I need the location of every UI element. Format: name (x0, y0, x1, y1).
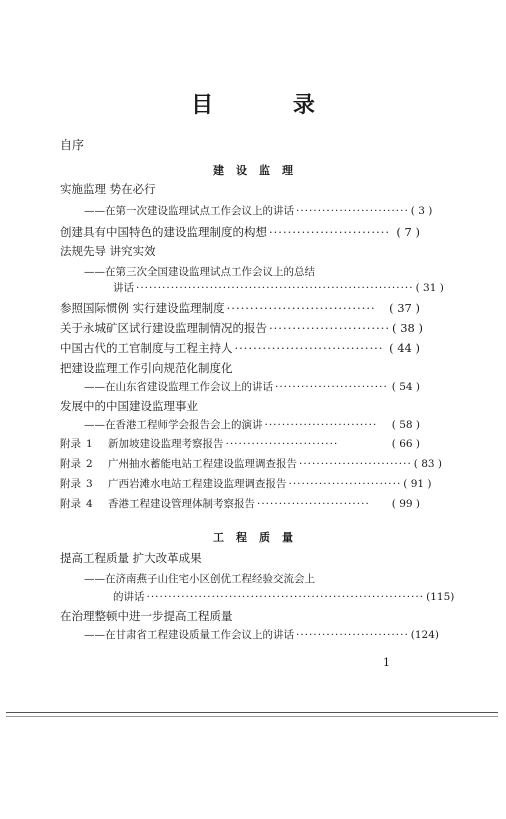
leader-dots: ·························· (299, 458, 412, 470)
toc-subtitle: ——在甘肃省工程建设质量工作会议上的讲话 (84, 629, 294, 641)
toc-entry (113, 590, 455, 604)
toc-subtitle-continued: 讲话 (113, 282, 134, 294)
toc-subtitle: ——在山东省建设监理工作会议上的讲话 (84, 381, 273, 393)
toc-page-number: ( 91 ) (403, 478, 432, 490)
appendix-title: 广西岩滩水电站工程建设监理调查报告 (108, 478, 287, 490)
leader-dots: ·························· (288, 478, 402, 490)
toc-entry (113, 281, 444, 295)
toc-page-number: ( 3 ) (410, 205, 433, 217)
toc-subtitle-continued: 的讲话 (113, 591, 145, 603)
toc-entry (60, 225, 420, 239)
toc-entry (60, 321, 423, 335)
toc-page-number: (124) (410, 629, 440, 641)
toc-appendix (60, 457, 443, 471)
toc-page-number: (115) (426, 591, 455, 603)
toc-page-number: ( 58 ) (391, 419, 420, 431)
leader-dots: ·························· (269, 225, 391, 239)
page-number: 1 (383, 656, 390, 669)
toc-entry (84, 628, 440, 642)
leader-dots: ·························· (257, 498, 370, 510)
toc-subtitle: ——在香港工程师学会报告会上的演讲 (84, 419, 263, 431)
toc-entry (60, 301, 420, 315)
leader-dots: ·························· (296, 629, 409, 641)
leader-dots: ·························· (264, 419, 378, 431)
toc-title: 关于永城矿区试行建设监理制情况的报告 (60, 321, 267, 335)
toc-page-number: ( 38 ) (392, 321, 423, 335)
toc-page-number: ( 99 ) (391, 498, 420, 510)
leader-dots: ································································ (146, 591, 425, 603)
leader-dots: ·························· (269, 321, 391, 335)
toc-entry (84, 380, 420, 394)
toc-page-number: ( 37 ) (389, 301, 420, 315)
leader-dots: ································································ (136, 282, 414, 294)
appendix-number: 3 (86, 478, 93, 490)
toc-entry (84, 418, 420, 432)
appendix-number: 4 (86, 498, 93, 510)
preface-entry: 自序 (60, 138, 85, 152)
toc-page-number: ( 31 ) (415, 282, 444, 294)
toc-entry-title: 提高工程质量 扩大改革成果 (60, 551, 202, 565)
bottom-rule-secondary (6, 716, 498, 717)
appendix-number: 1 (86, 438, 93, 450)
toc-appendix (60, 477, 432, 491)
toc-appendix (60, 497, 420, 511)
leader-dots: ································ (226, 301, 376, 315)
toc-appendix (60, 437, 420, 451)
toc-subtitle: ——在第一次建设监理试点工作会议上的讲话 (84, 205, 294, 217)
section-heading-engineering-quality: 工程质量 (213, 531, 305, 544)
toc-entry-title: 把建设监理工作引向规范化制度化 (60, 361, 233, 375)
leader-dots: ·························· (296, 205, 409, 217)
toc-title: 参照国际惯例 实行建设监理制度 (60, 301, 225, 315)
appendix-title: 广州抽水蓄能电站工程建设监理调查报告 (108, 458, 297, 470)
toc-page-number: ( 54 ) (391, 381, 420, 393)
appendix-label: 附录 (60, 478, 81, 490)
toc-entry-title: 在治理整顿中进一步提高工程质量 (60, 609, 233, 623)
appendix-number: 2 (86, 458, 93, 470)
toc-entry-title: 法规先导 讲究实效 (60, 244, 156, 258)
toc-title: 中国古代的工官制度与工程主持人 (60, 341, 233, 355)
appendix-title: 新加坡建设监理考察报告 (108, 438, 224, 450)
appendix-label: 附录 (60, 498, 81, 510)
toc-entry (60, 341, 420, 355)
appendix-label: 附录 (60, 438, 81, 450)
appendix-label: 附录 (60, 458, 81, 470)
leader-dots: ································ (234, 341, 384, 355)
section-heading-construction-supervision: 建设监理 (213, 164, 305, 177)
toc-title: 创建具有中国特色的建设监理制度的构想 (60, 225, 267, 239)
toc-entry-title: 实施监理 势在必行 (60, 182, 156, 196)
leader-dots: ·························· (275, 381, 388, 393)
page-title: 目 录 (191, 93, 351, 118)
toc-page-number: ( 83 ) (413, 458, 443, 470)
appendix-title: 香港工程建设管理体制考察报告 (108, 498, 255, 510)
toc-subtitle: ——在济南燕子山住宅小区创优工程经验交流会上 (84, 573, 315, 585)
leader-dots: ·························· (225, 438, 339, 450)
toc-entry-title: 发展中的中国建设监理事业 (60, 399, 198, 413)
toc-page-number: ( 44 ) (389, 341, 420, 355)
toc-subtitle: ——在第三次全国建设监理试点工作会议上的总结 (84, 266, 315, 278)
toc-page-number: ( 66 ) (391, 438, 420, 450)
bottom-rule (6, 712, 498, 713)
toc-entry (84, 204, 433, 218)
toc-page-number: ( 7 ) (396, 225, 420, 239)
